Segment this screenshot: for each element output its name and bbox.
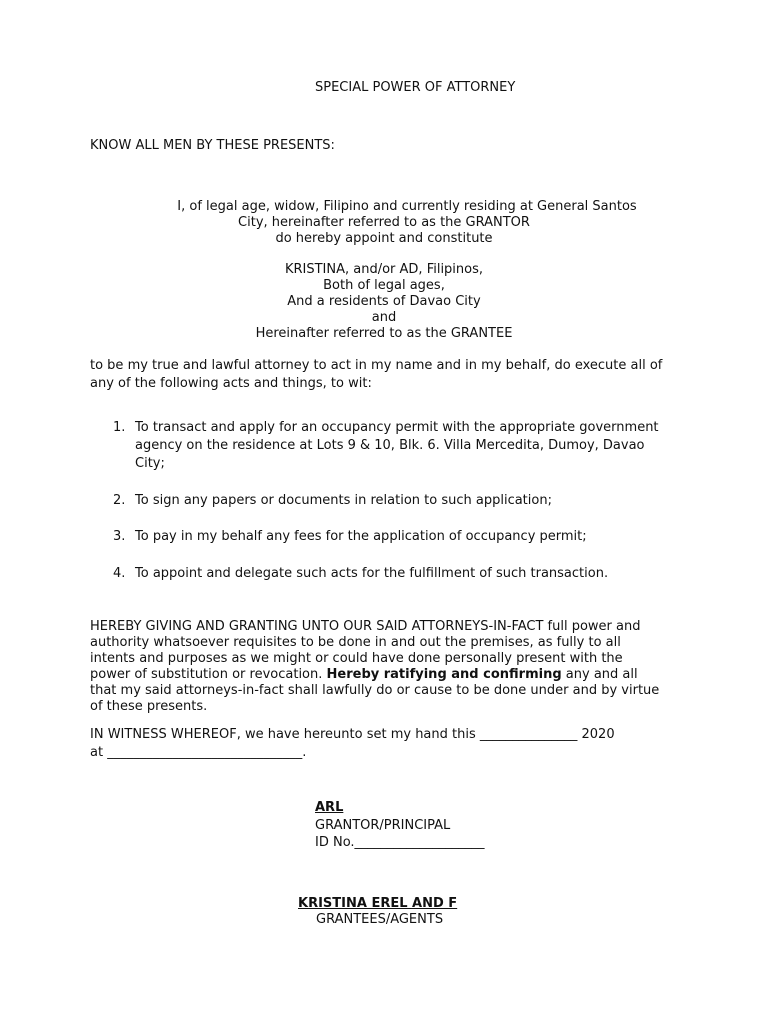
- list-item-number: 2.: [113, 493, 126, 508]
- grantee-line: and: [371, 310, 397, 325]
- list-item-line: To sign any papers or documents in relation to such application;: [135, 493, 552, 508]
- grantor-name: ARL: [315, 800, 344, 815]
- grantor-line: do hereby appoint and constitute: [275, 231, 493, 246]
- grantor-id-field: ID No.____________________: [315, 835, 485, 850]
- grantee-role: GRANTEES/AGENTS: [316, 912, 444, 927]
- grantor-role: GRANTOR/PRINCIPAL: [315, 818, 451, 833]
- grantee-line: Both of legal ages,: [323, 278, 445, 293]
- grantee-line: Hereinafter referred to as the GRANTEE: [255, 326, 513, 341]
- list-item-number: 3.: [113, 529, 126, 544]
- list-item-line: agency on the residence at Lots 9 & 10, Blk. 6. Villa Mercedita, Dumoy, Davao: [135, 438, 645, 453]
- purpose-line: to be my true and lawful attorney to act in my name and in my behalf, do execute all of: [90, 358, 663, 373]
- purpose-line: any of the following acts and things, to wit:: [90, 376, 372, 391]
- granting-text: power of substitution or revocation.: [90, 667, 323, 682]
- list-item-line: City;: [135, 456, 165, 471]
- grantee-line: And a residents of Davao City: [287, 294, 481, 309]
- grantee-names: KRISTINA EREL AND F: [298, 896, 458, 911]
- granting-text: any and all: [565, 667, 638, 682]
- list-item-number: 4.: [113, 566, 126, 581]
- list-item-line: To transact and apply for an occupancy permit with the appropriate government: [135, 420, 659, 435]
- granting-line: HEREBY GIVING AND GRANTING UNTO OUR SAID ATTORNEYS-IN-FACT full power and: [90, 619, 641, 634]
- opening-line: KNOW ALL MEN BY THESE PRESENTS:: [90, 138, 335, 153]
- list-item-line: To appoint and delegate such acts for the fulfillment of such transaction.: [135, 566, 609, 581]
- granting-line: that my said attorneys-in-fact shall lawfully do or cause to be done under and by virtue: [90, 683, 660, 698]
- granting-line: of these presents.: [90, 699, 208, 714]
- grantor-line: I, of legal age, widow, Filipino and currently residing at General Santos: [177, 199, 637, 214]
- granting-line: authority whatsoever requisites to be done in and out the premises, as fully to all: [90, 635, 621, 650]
- witness-line: at ______________________________.: [90, 745, 307, 760]
- list-item-line: To pay in my behalf any fees for the application of occupancy permit;: [135, 529, 587, 544]
- granting-line: intents and purposes as we might or could have done personally present with the: [90, 651, 623, 666]
- list-item-number: 1.: [113, 420, 126, 435]
- witness-line: IN WITNESS WHEREOF, we have hereunto set my hand this _______________ 2020: [90, 727, 615, 742]
- granting-line-mixed: [90, 667, 677, 683]
- ratifying-emphasis: Hereby ratifying and confirming: [326, 667, 562, 682]
- document-title: SPECIAL POWER OF ATTORNEY: [315, 80, 516, 95]
- grantee-line: KRISTINA, and/or AD, Filipinos,: [284, 262, 484, 277]
- grantor-line: City, hereinafter referred to as the GRANTOR: [238, 215, 530, 230]
